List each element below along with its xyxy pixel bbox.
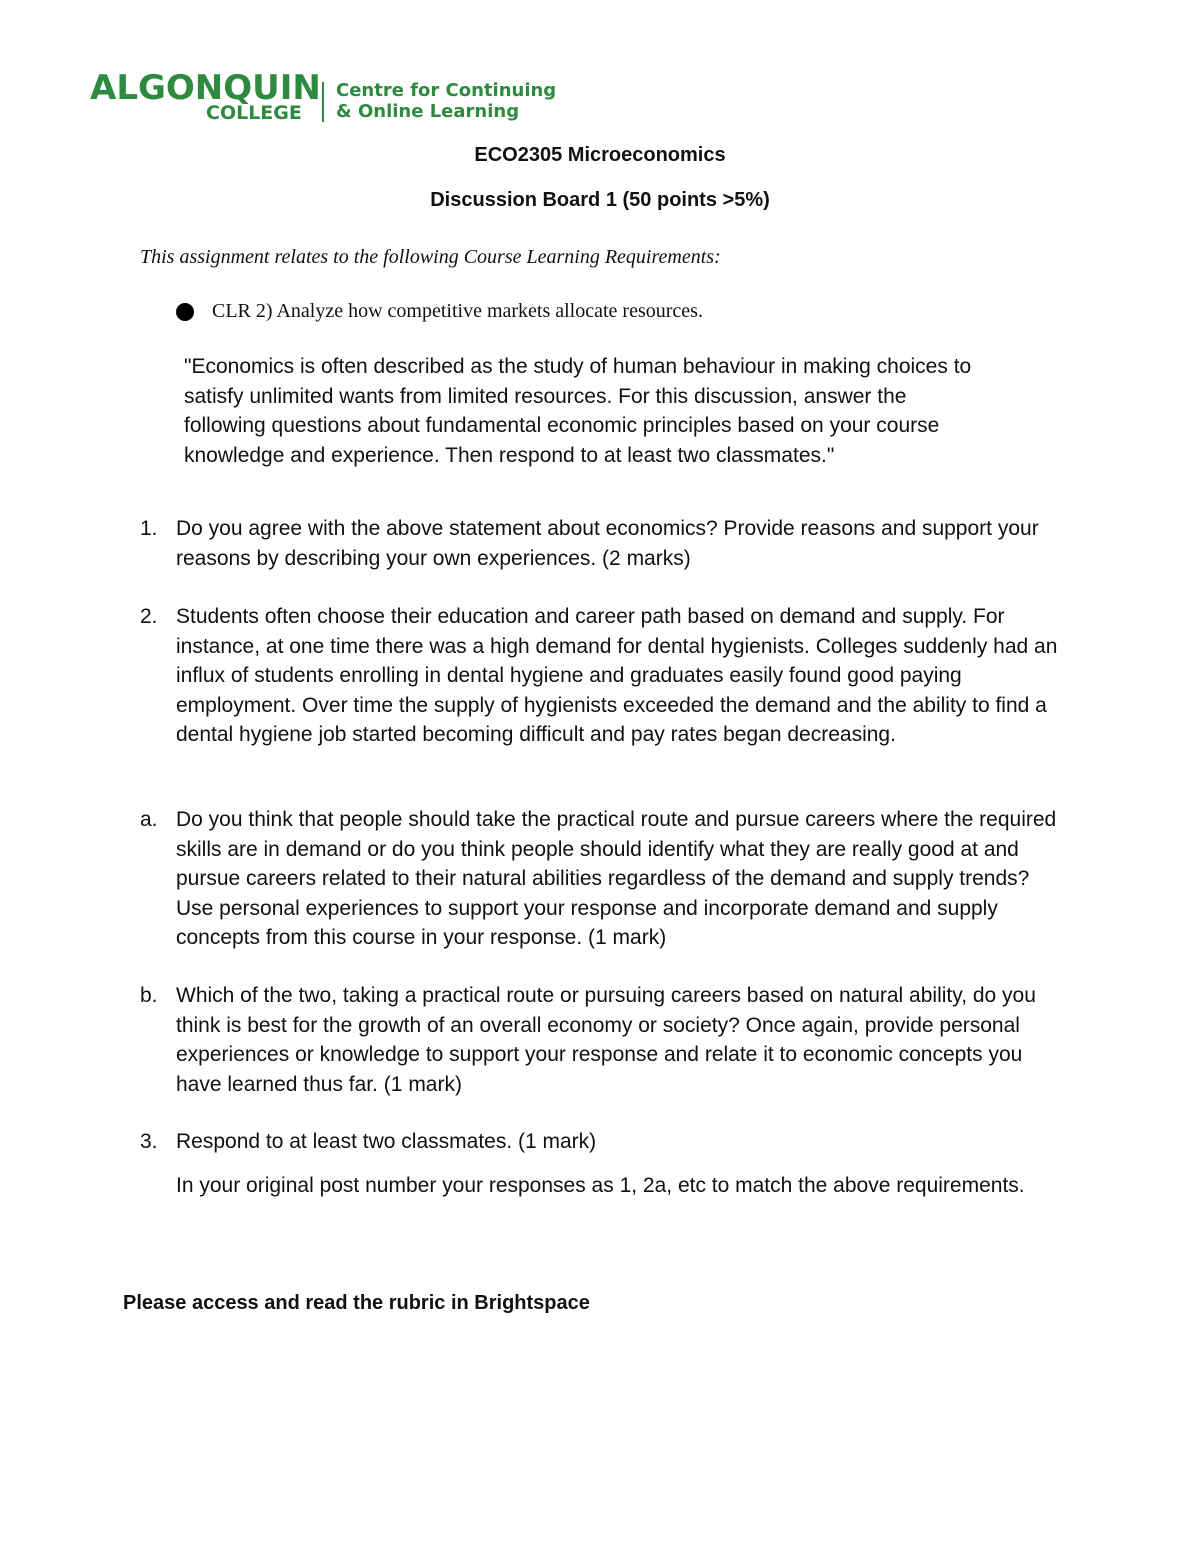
- question-text: Students often choose their education and career path based on demand and supply. For instance, at one time there was a high demand for dental hygienists. Colleges suddenly had an influx of students enrolling in dental hygiene and graduates easily found good paying employment. Over time the supply of hygienists exceeded the demand and the ability to find a dental hygiene job started becoming difficult and pay rates began decreasing.: [176, 605, 1058, 746]
- question-label: a.: [140, 808, 158, 831]
- question-2a: [140, 805, 1060, 953]
- clr-text: CLR 2) Analyze how competitive markets allocate resources.: [212, 300, 703, 322]
- course-title: ECO2305 Microeconomics: [474, 144, 726, 166]
- question-label: 1.: [140, 517, 158, 540]
- question-text: Which of the two, taking a practical route or pursuing careers based on natural ability, do you think is best for the growth of an overall economy or society? Once again, provide personal experiences or knowledge to support your response and relate it to economic concepts you have learned thus far. (1 mark): [176, 984, 1036, 1096]
- question-text: Respond to at least two classmates. (1 mark): [176, 1130, 597, 1153]
- intro-text: This assignment relates to the following Course Learning Requirements:: [140, 246, 721, 268]
- college-logo: [88, 64, 558, 126]
- question-2: [140, 602, 1060, 750]
- discussion-quote: "Economics is often described as the study of human behaviour in making choices to satisfy unlimited wants from limited resources. For this discussion, answer the following questions about fundamental economic principles based on your course knowledge and experience. Then respond to at least two classmates.": [184, 355, 972, 467]
- logo-sub: COLLEGE: [206, 102, 302, 124]
- assignment-title: Discussion Board 1 (50 points >5%): [430, 189, 770, 211]
- question-label: 3.: [140, 1130, 158, 1153]
- logo-divider: [322, 82, 324, 122]
- question-label: 2.: [140, 605, 158, 628]
- logo-tagline-2: & Online Learning: [336, 101, 520, 122]
- logo-tagline-1: Centre for Continuing: [336, 80, 557, 101]
- bullet-icon: [176, 303, 194, 321]
- question-2b: [140, 981, 1060, 1099]
- question-3: [140, 1127, 1060, 1157]
- question-label: b.: [140, 984, 158, 1007]
- rubric-footer: Please access and read the rubric in Brightspace: [123, 1292, 590, 1314]
- logo-name: ALGONQUIN: [90, 68, 321, 108]
- question-1: [140, 514, 1060, 573]
- question-text: Do you think that people should take the practical route and pursue careers where the required skills are in demand or do you think people should identify what they are really good at and pursue careers related to their natural abilities regardless of the demand and supply trends? Use personal experiences to support your response and incorporate demand and supply concepts from this course in your response. (1 mark): [176, 808, 1057, 949]
- question-text: Do you agree with the above statement about economics? Provide reasons and support your reasons by describing your own experiences. (2 marks): [176, 517, 1039, 570]
- clr-item: [176, 300, 703, 323]
- response-note: In your original post number your responses as 1, 2a, etc to match the above requirements.: [176, 1174, 1025, 1197]
